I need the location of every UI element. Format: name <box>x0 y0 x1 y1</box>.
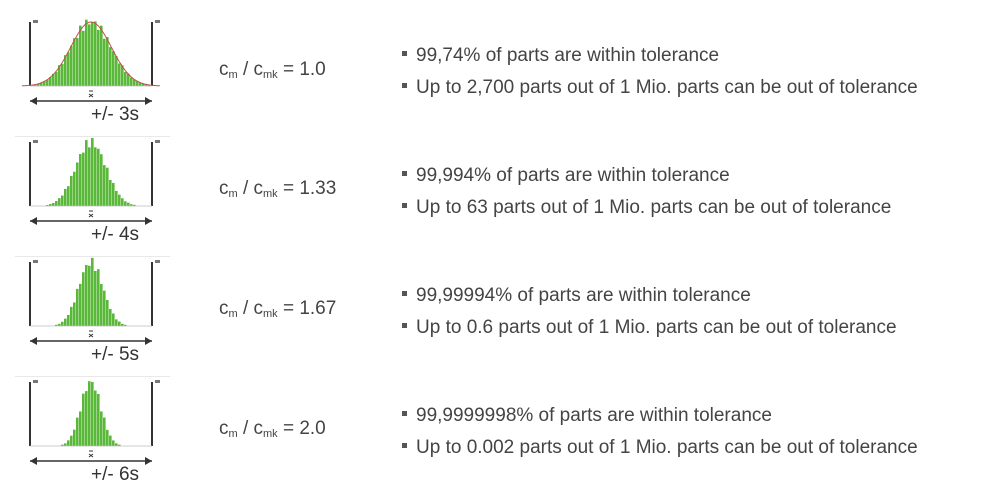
histogram-bar <box>85 391 88 446</box>
capability-row <box>0 248 1000 368</box>
histogram-bar <box>124 201 127 206</box>
histogram-bar <box>97 394 100 446</box>
histogram-bar <box>109 309 112 326</box>
histogram-bar <box>94 391 97 446</box>
histogram-bar <box>124 72 127 86</box>
histogram-bar <box>94 271 97 326</box>
histogram-bar <box>127 203 130 206</box>
histogram-bar <box>79 26 82 86</box>
histogram-bar <box>76 289 79 326</box>
within-tolerance-text: 99,74% of parts are within tolerance <box>402 44 918 76</box>
cm-symbol: c <box>219 418 229 439</box>
histogram-bar <box>70 176 73 206</box>
histogram-bar <box>94 147 97 206</box>
histogram-bar <box>79 154 82 206</box>
histogram-bar <box>82 31 85 86</box>
explanation-list <box>402 284 897 348</box>
lower-limit-mark <box>33 260 38 263</box>
histogram-bar <box>73 38 76 86</box>
histogram-bar <box>112 183 115 206</box>
histogram-bar <box>76 38 79 86</box>
out-of-tolerance-text: Up to 2,700 parts out of 1 Mio. parts can be out of tolerance <box>402 76 918 108</box>
distribution-diagram <box>18 368 168 486</box>
explanation-list <box>402 164 891 228</box>
histogram-bar <box>85 20 88 86</box>
sigma-range-label: +/- 3s <box>90 104 140 125</box>
histogram-bar <box>121 198 124 206</box>
histogram-bar <box>100 284 103 326</box>
histogram-bar <box>64 319 67 326</box>
within-tolerance-text: 99,99994% of parts are within tolerance <box>402 284 897 316</box>
normal-curve <box>22 22 160 86</box>
histogram-bar <box>58 198 61 206</box>
out-of-tolerance-text: Up to 0.6 parts out of 1 Mio. parts can be out of tolerance <box>402 316 897 348</box>
capability-row <box>0 368 1000 488</box>
mean-symbol <box>89 334 93 337</box>
histogram-bar <box>82 272 85 326</box>
capability-index-formula <box>219 418 326 440</box>
histogram-bar <box>73 172 76 206</box>
cmk-subscript: mk <box>263 69 278 81</box>
capability-row <box>0 8 1000 128</box>
cmk-subscript: mk <box>263 428 278 440</box>
index-value: = 1.33 <box>277 178 337 199</box>
cmk-symbol: / c <box>237 418 264 439</box>
sigma-range-label: +/- 6s <box>90 464 140 485</box>
index-value: = 1.67 <box>277 298 337 319</box>
histogram-bar <box>115 191 118 206</box>
histogram-bar <box>76 418 79 446</box>
histogram-bar <box>118 195 121 206</box>
histogram-bar <box>55 201 58 206</box>
histogram-bar <box>88 381 91 446</box>
cm-subscript: m <box>228 69 238 81</box>
histogram-bar <box>67 440 70 446</box>
histogram-bar <box>112 51 115 86</box>
cm-symbol: c <box>219 298 229 319</box>
within-tolerance-text: 99,9999998% of parts are within tolerance <box>402 404 918 436</box>
out-of-tolerance-text: Up to 0.002 parts out of 1 Mio. parts can be out of tolerance <box>402 436 918 468</box>
histogram-bar <box>85 265 88 326</box>
histogram-bar <box>61 196 64 206</box>
histogram-bar <box>73 430 76 446</box>
histogram-bar <box>115 56 118 86</box>
distribution-diagram <box>18 8 168 126</box>
histogram-bar <box>67 315 70 326</box>
histogram-bar <box>82 394 85 446</box>
sigma-range-label: +/- 4s <box>90 224 140 245</box>
cmk-subscript: mk <box>263 308 278 320</box>
histogram-bar <box>118 322 121 326</box>
histogram-bar <box>100 154 103 206</box>
histogram-bar <box>103 417 106 446</box>
histogram-bar <box>61 322 64 326</box>
cm-subscript: m <box>228 428 238 440</box>
cmk-symbol: / c <box>237 178 264 199</box>
capability-index-formula <box>219 59 326 81</box>
out-of-tolerance-text: Up to 63 parts out of 1 Mio. parts can be out of tolerance <box>402 196 891 228</box>
within-tolerance-text: 99,994% of parts are within tolerance <box>402 164 891 196</box>
histogram-bar <box>112 313 115 326</box>
histogram-bar <box>52 203 55 206</box>
histogram-bar <box>82 153 85 206</box>
upper-limit-mark <box>155 140 160 143</box>
histogram-bar <box>130 78 133 86</box>
distribution-svg <box>18 368 168 468</box>
histogram-bar <box>115 319 118 326</box>
histogram-bar <box>109 436 112 446</box>
histogram-bar <box>73 302 76 326</box>
histogram-bar <box>109 47 112 86</box>
lower-limit-mark <box>33 20 38 23</box>
histogram-bar <box>100 411 103 446</box>
histogram-bar <box>103 39 106 86</box>
arrow-head-left <box>30 217 37 225</box>
histogram-bar <box>55 72 58 86</box>
histogram-bar <box>70 436 73 446</box>
mean-symbol <box>89 454 93 457</box>
histogram-bar <box>91 258 94 326</box>
histogram-bar <box>112 440 115 446</box>
histogram-bar <box>67 52 70 86</box>
mean-symbol <box>89 214 93 217</box>
histogram-bar <box>91 22 94 86</box>
distribution-svg <box>18 8 168 108</box>
histogram-bar <box>97 149 100 206</box>
upper-limit-mark <box>155 20 160 23</box>
sigma-range-label: +/- 5s <box>90 344 140 365</box>
cm-subscript: m <box>228 188 238 200</box>
histogram-bar <box>106 168 109 206</box>
arrow-head-left <box>30 457 37 465</box>
histogram-bar <box>103 291 106 326</box>
histogram-bar <box>88 24 91 86</box>
cmk-symbol: / c <box>237 298 264 319</box>
histogram-bar <box>91 138 94 206</box>
upper-limit-mark <box>155 260 160 263</box>
histogram-bar <box>76 163 79 206</box>
cm-symbol: c <box>219 178 229 199</box>
histogram-bar <box>70 46 73 86</box>
cmk-symbol: / c <box>237 59 264 80</box>
histogram-bar <box>94 21 97 86</box>
histogram-bar <box>64 189 67 206</box>
cm-subscript: m <box>228 308 238 320</box>
lower-limit-mark <box>33 140 38 143</box>
distribution-diagram <box>18 248 168 366</box>
cm-symbol: c <box>219 59 229 80</box>
upper-limit-mark <box>155 380 160 383</box>
explanation-list <box>402 404 918 468</box>
capability-index-formula <box>219 178 336 200</box>
histogram-bar <box>61 64 64 86</box>
histogram-bar <box>109 180 112 206</box>
mean-symbol <box>89 94 93 97</box>
histogram-bar <box>88 266 91 326</box>
histogram-bar <box>97 30 100 86</box>
histogram-bar <box>67 186 70 206</box>
histogram-bar <box>91 382 94 446</box>
histogram-bar <box>106 37 109 86</box>
distribution-diagram <box>18 128 168 246</box>
histogram-bar <box>88 147 91 206</box>
distribution-svg <box>18 128 168 228</box>
arrow-head-left <box>30 337 37 345</box>
histogram-bar <box>106 300 109 326</box>
histogram-bar <box>85 140 88 206</box>
capability-row <box>0 128 1000 248</box>
histogram-bar <box>70 307 73 326</box>
index-value: = 1.0 <box>277 59 326 80</box>
histogram-bar <box>103 165 106 206</box>
capability-index-formula <box>219 298 336 320</box>
index-value: = 2.0 <box>277 418 326 439</box>
explanation-list <box>402 44 918 108</box>
histogram-bar <box>106 430 109 446</box>
distribution-svg <box>18 248 168 348</box>
lower-limit-mark <box>33 380 38 383</box>
histogram-bar <box>97 269 100 326</box>
histogram-bar <box>100 26 103 86</box>
cmk-subscript: mk <box>263 188 278 200</box>
histogram-bar <box>118 63 121 86</box>
histogram-bar <box>79 284 82 326</box>
histogram-bar <box>79 411 82 446</box>
arrow-head-left <box>30 97 37 105</box>
